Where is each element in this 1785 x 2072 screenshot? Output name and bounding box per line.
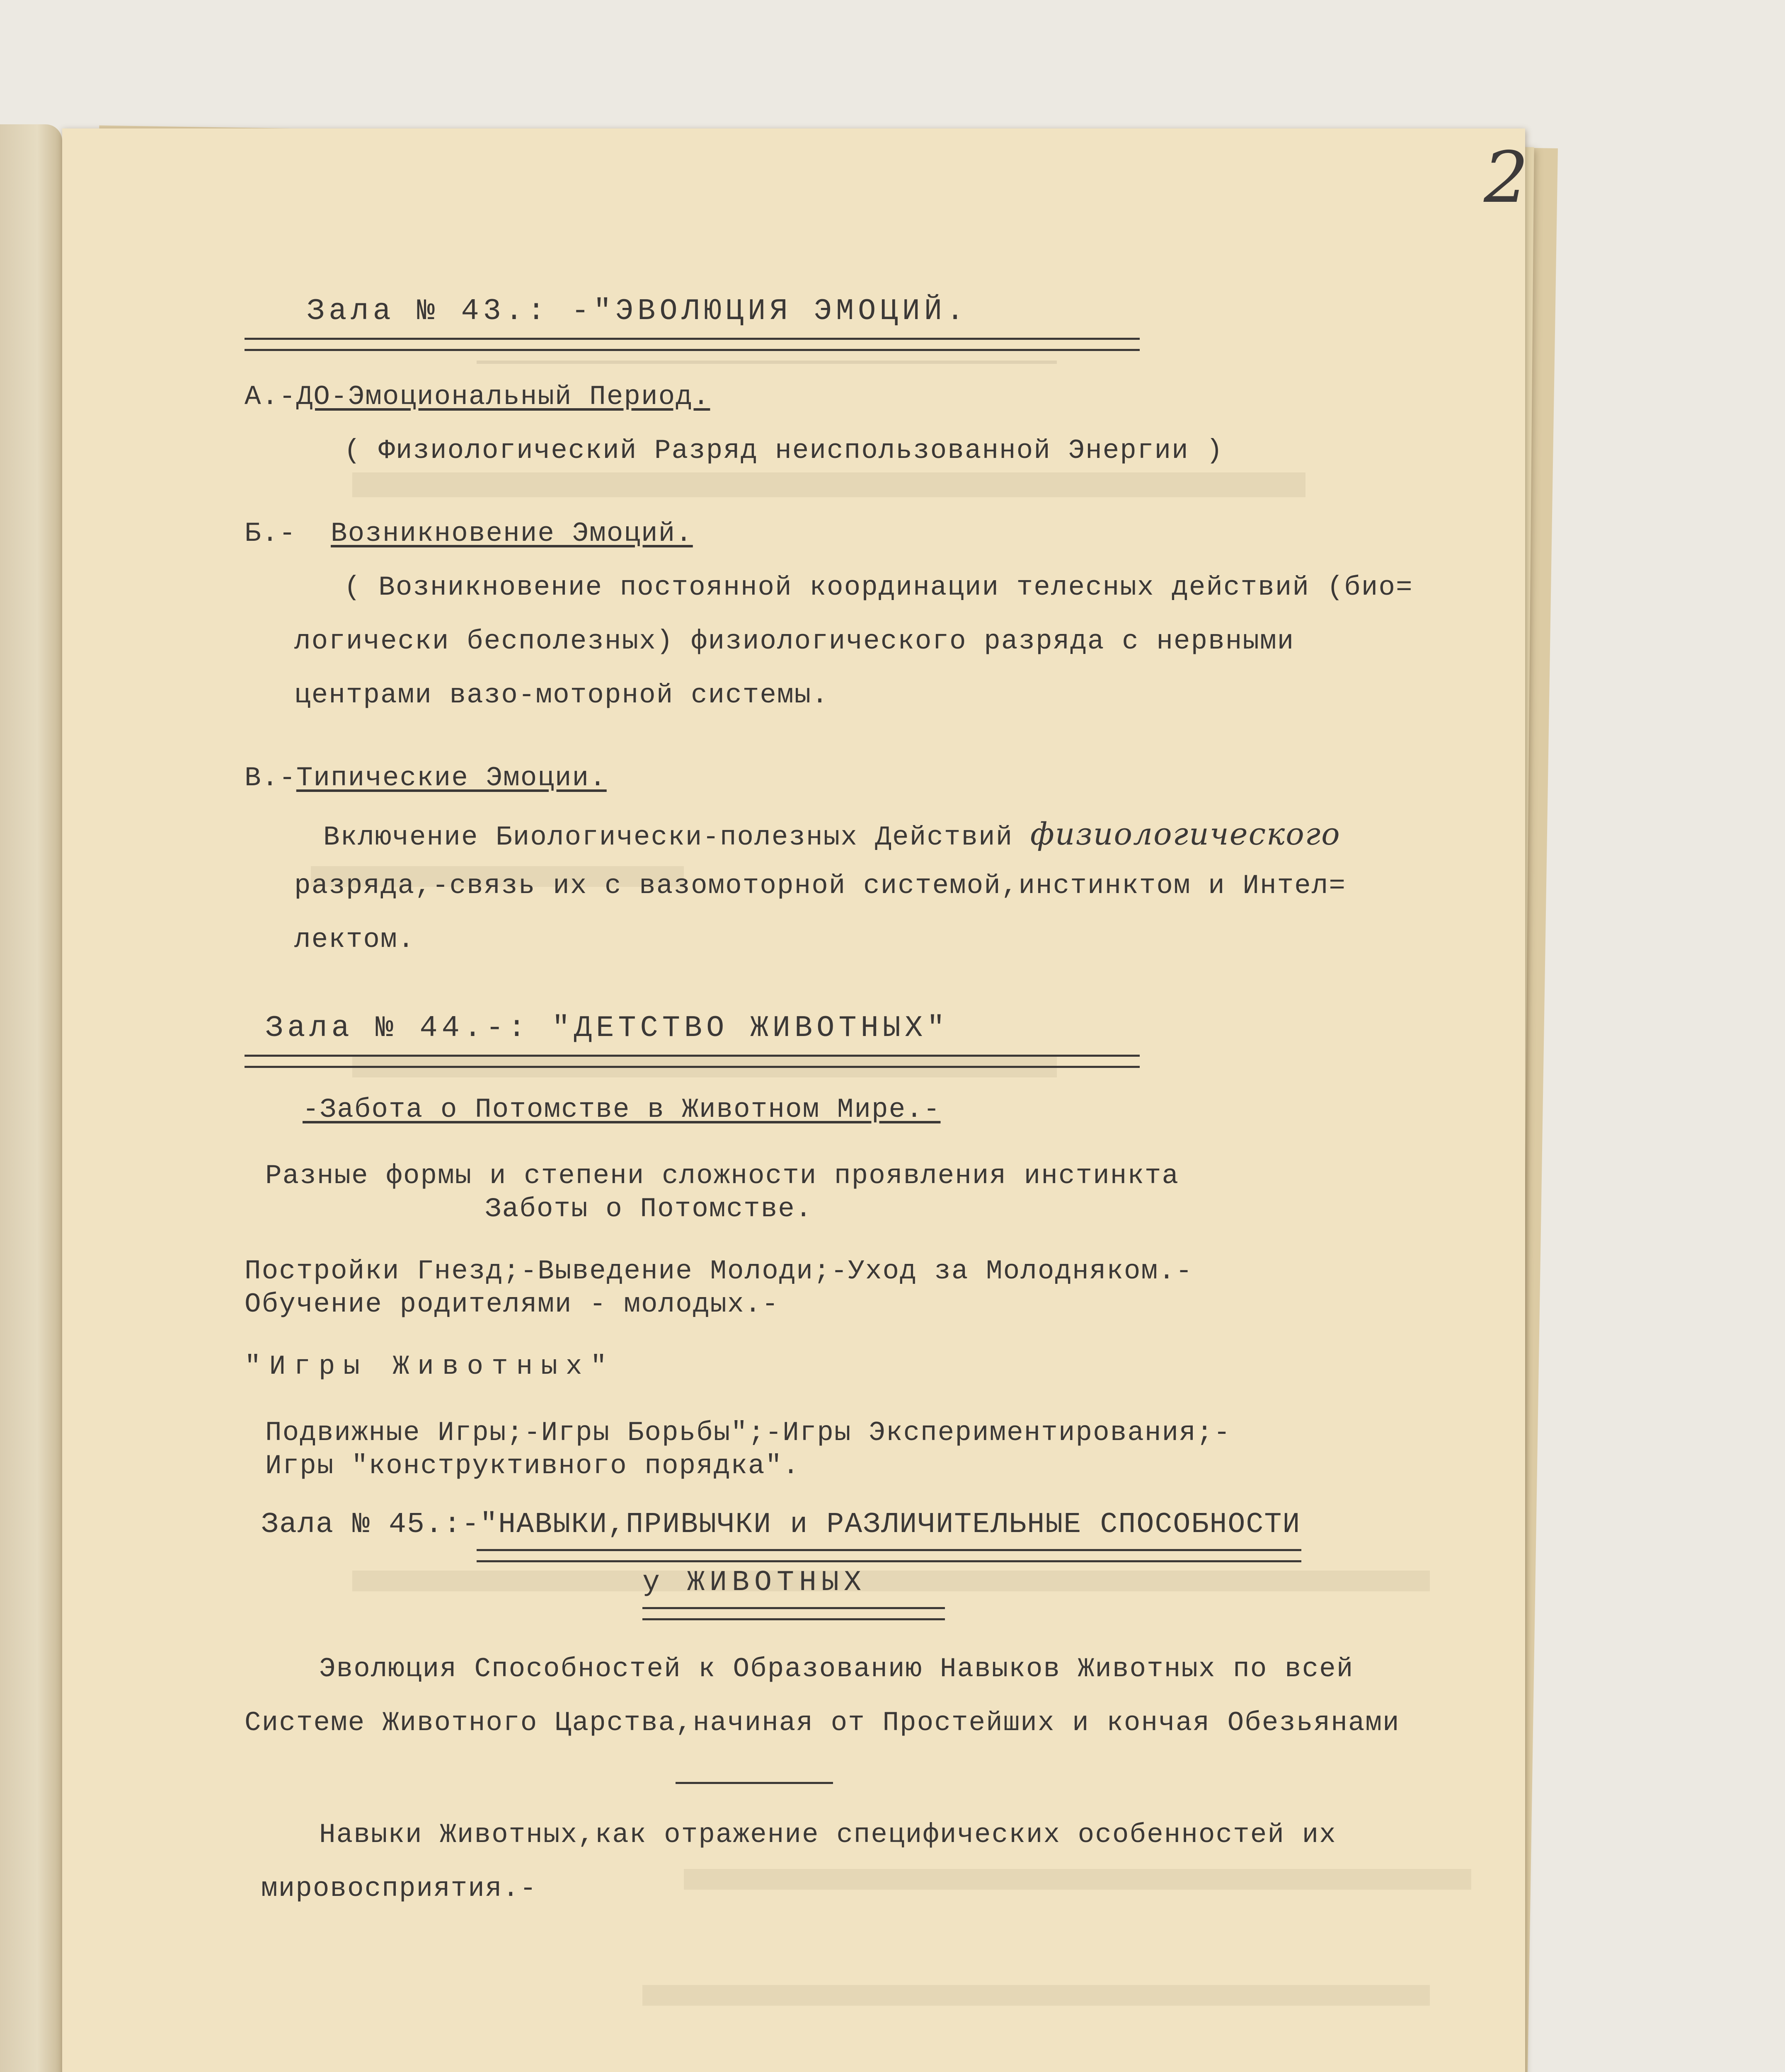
left-page-edge xyxy=(0,124,62,2072)
hall44-subtitle: -Забота о Потомстве в Животном Мире.- xyxy=(303,1094,941,1125)
section-a-title: ДО-Эмоциональный Период. xyxy=(296,381,710,412)
double-rule xyxy=(245,1055,1140,1068)
section-a-label: А.- xyxy=(245,381,296,412)
double-rule xyxy=(245,338,1140,351)
hall45-line: Эволюция Способностей к Образованию Навыков Животных по всей xyxy=(319,1653,1354,1685)
hall45-line: Системе Животного Царства,начиная от Простейших и кончая Обезьянами xyxy=(245,1707,1400,1738)
hall44-title: Зала № 44.-: "ДЕТСТВО ЖИВОТНЫХ" xyxy=(265,1011,949,1045)
hall45-line: мировосприятия.- xyxy=(261,1873,537,1904)
page-number: 2 xyxy=(1484,137,1529,219)
handwritten-insertion: физиологического xyxy=(1030,816,1341,852)
hall45-title-line2: у ЖИВОТНЫХ xyxy=(642,1566,867,1599)
document-page xyxy=(62,128,1529,2072)
section-b xyxy=(245,518,693,549)
section-b-line: логически бесполезных) физиологического разряда с нервными xyxy=(294,626,1295,657)
hall44-line: Разные формы и степени сложности проявления инстинкта xyxy=(265,1160,1180,1191)
section-b-line: ( Возникновение постоянной координации телесных действий (био= xyxy=(344,572,1413,603)
games-line: Игры "конструктивного порядка". xyxy=(265,1450,800,1481)
hall45-line: Навыки Животных,как отражение специфических особенностей их xyxy=(319,1819,1337,1850)
bleed-through xyxy=(684,1869,1471,1890)
bleed-through xyxy=(352,1571,1430,1591)
section-b-label: Б.- xyxy=(245,518,296,549)
section-c-label: В.- xyxy=(245,762,296,794)
double-rule xyxy=(642,1607,945,1620)
section-a-desc: ( Физиологический Разряд неиспользованной Энергии ) xyxy=(344,435,1223,466)
section-c-line xyxy=(323,816,1341,853)
games-line: Подвижные Игры;-Игры Борьбы";-Игры Экспериментирования;- xyxy=(265,1417,1231,1448)
section-c-line-text: Включение Биологически-полезных Действий xyxy=(323,822,1013,853)
section-b-line: центрами вазо-моторной системы. xyxy=(294,680,829,711)
bleed-through xyxy=(352,472,1305,497)
section-c-line: лектом. xyxy=(294,924,415,955)
section-c-title: Типические Эмоции. xyxy=(296,762,607,794)
bleed-through xyxy=(477,361,1057,364)
section-c xyxy=(245,762,607,794)
section-a xyxy=(245,381,710,412)
bleed-through xyxy=(642,1985,1430,2006)
hall44-line: Обучение родителями - молодых.- xyxy=(245,1289,779,1320)
games-title: "Игры Животных" xyxy=(245,1351,615,1382)
hall45-title: Зала № 45.:-"НАВЫКИ,ПРИВЫЧКИ и РАЗЛИЧИТЕЛЬНЫЕ СПОСОБНОСТИ xyxy=(261,1508,1301,1541)
double-rule xyxy=(477,1549,1301,1562)
hall44-line: Постройки Гнезд;-Выведение Молоди;-Уход за Молодняком.- xyxy=(245,1256,1193,1287)
hall44-line: Заботы о Потомстве. xyxy=(485,1193,813,1225)
hall43-title: Зала № 43.: -"ЭВОЛЮЦИЯ ЭМОЦИЙ. xyxy=(307,294,969,328)
section-c-line: разряда,-связь их с вазомоторной системой,инстинктом и Интел= xyxy=(294,870,1346,901)
section-b-title: Возникновение Эмоций. xyxy=(331,518,693,549)
separator-line xyxy=(676,1782,833,1784)
